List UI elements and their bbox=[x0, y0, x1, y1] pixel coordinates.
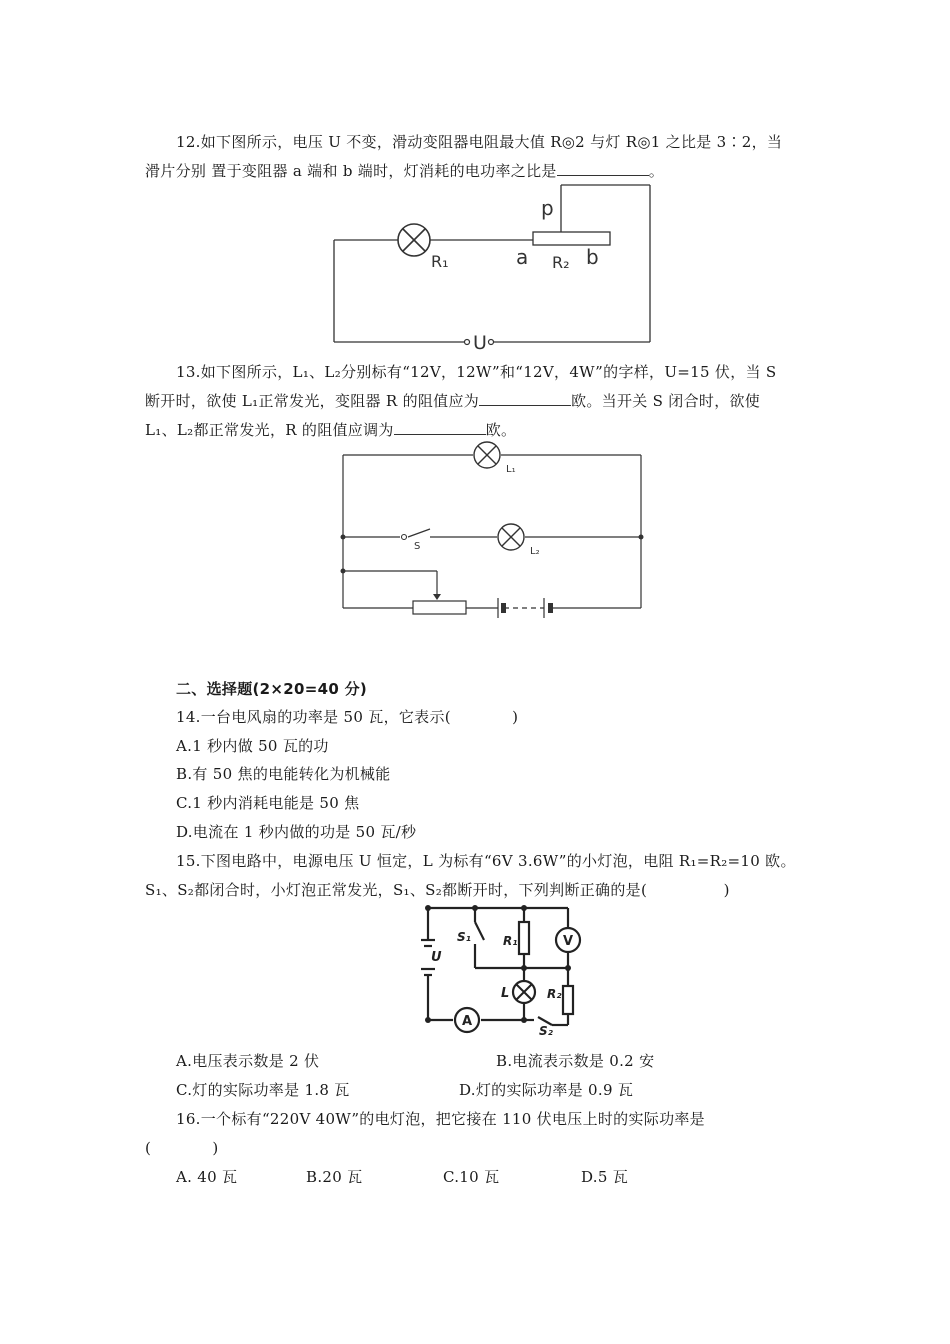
q13-line-2-text: 断开时，欲使 L₁正常发光，变阻器 R 的阻值应为 bbox=[145, 392, 480, 410]
lamp-label-r1: R₁ bbox=[431, 252, 449, 271]
q13-line-2-end: 欧。当开关 S 闭合时，欲使 bbox=[571, 392, 761, 410]
lamp-icon bbox=[498, 524, 524, 550]
lamp-icon bbox=[398, 224, 430, 256]
q16-option-c: C.10 瓦 bbox=[443, 1168, 500, 1186]
q14-stem: 14.一台电风扇的功率是 50 瓦，它表示( ) bbox=[176, 708, 519, 726]
q12-line-2-text: 滑片分别 置于变阻器 a 端和 b 端时，灯消耗的电功率之比是 bbox=[145, 162, 557, 180]
q16-option-b: B.20 瓦 bbox=[306, 1168, 363, 1186]
q14-option-a: A.1 秒内做 50 瓦的功 bbox=[176, 737, 329, 755]
junction-dot bbox=[565, 965, 571, 971]
voltmeter-label: V bbox=[562, 934, 574, 949]
junction-dot bbox=[521, 1017, 527, 1023]
slider-label-p: p bbox=[541, 196, 554, 220]
q15-option-b: B.电流表示数是 0.2 安 bbox=[496, 1052, 655, 1070]
junction-dot bbox=[639, 535, 644, 540]
q16-option-d: D.5 瓦 bbox=[581, 1168, 629, 1186]
junction-dot bbox=[521, 965, 527, 971]
junction-dot bbox=[472, 905, 478, 911]
end-label-a: a bbox=[516, 245, 529, 269]
resistor-label-r2: R₂ bbox=[547, 987, 562, 1001]
q15-option-c: C.灯的实际功率是 1.8 瓦 bbox=[176, 1081, 350, 1099]
switch-label-s2: S₂ bbox=[539, 1024, 553, 1038]
q13-line-1: 13.如下图所示，L₁、L₂分别标有“12V，12W”和“12V，4W”的字样，U=15 伏，当 S bbox=[176, 363, 777, 381]
switch-label-s: S bbox=[414, 541, 421, 552]
q13-line-3-end: 欧。 bbox=[485, 421, 517, 439]
q15-option-d: D.灯的实际功率是 0.9 瓦 bbox=[459, 1081, 634, 1099]
q12-answer-blank bbox=[557, 161, 649, 176]
lamp-label-l: L bbox=[501, 986, 510, 1001]
resistor-label-r1: R₁ bbox=[503, 934, 518, 948]
q12-line-2-end: 。 bbox=[648, 162, 664, 180]
q14-option-b: B.有 50 焦的电能转化为机械能 bbox=[176, 765, 391, 783]
lamp-icon bbox=[513, 981, 535, 1003]
q14-option-c: C.1 秒内消耗电能是 50 焦 bbox=[176, 794, 360, 812]
junction-dot bbox=[341, 569, 346, 574]
junction-dot bbox=[425, 905, 431, 911]
q15-line-1: 15.下图电路中，电源电压 U 恒定，L 为标有“6V 3.6W”的小灯泡，电阻 R₁=R₂=10 欧。 bbox=[176, 852, 796, 870]
terminal-icon bbox=[465, 340, 470, 345]
q16-line-1: 16.一个标有“220V 40W”的电灯泡，把它接在 110 伏电压上时的实际功率是 bbox=[176, 1110, 705, 1128]
junction-dot bbox=[425, 1017, 431, 1023]
q14-option-d: D.电流在 1 秒内做的功是 50 瓦/秒 bbox=[176, 823, 417, 841]
rheostat-label-r2: R₂ bbox=[552, 253, 570, 272]
q12-line-1: 12.如下图所示，电压 U 不变，滑动变阻器电阻最大值 R◎2 与灯 R◎1 之比是 3∶2，当 bbox=[176, 133, 783, 151]
q13-line-3 bbox=[145, 420, 516, 440]
q12-line-2 bbox=[145, 161, 664, 181]
q15-option-a: A.电压表示数是 2 伏 bbox=[176, 1052, 320, 1070]
junction-dot bbox=[341, 535, 346, 540]
ammeter-label: A bbox=[461, 1014, 473, 1029]
q13-answer-blank-1 bbox=[479, 391, 571, 406]
section-heading: 二、选择题(2×20=40 分) bbox=[176, 680, 368, 698]
terminal-icon bbox=[489, 340, 494, 345]
q13-line-3-text: L₁、L₂都正常发光，R 的阻值应调为 bbox=[145, 421, 394, 439]
switch-label-s1: S₁ bbox=[457, 930, 471, 944]
lamp-label-l1: L₁ bbox=[506, 464, 516, 475]
voltmeter-icon bbox=[556, 928, 580, 952]
source-label-u: U bbox=[431, 950, 442, 965]
switch-contact bbox=[402, 535, 407, 540]
q15-line-2: S₁、S₂都闭合时，小灯泡正常发光，S₁、S₂都断开时，下列判断正确的是( ) bbox=[145, 881, 730, 899]
q16-line-2: ( ) bbox=[145, 1139, 219, 1157]
end-label-b: b bbox=[586, 245, 599, 269]
junction-dot bbox=[521, 905, 527, 911]
q13-answer-blank-2 bbox=[394, 420, 486, 435]
ammeter-icon bbox=[455, 1008, 479, 1032]
q15-circuit-diagram bbox=[418, 900, 588, 1038]
lamp-label-l2: L₂ bbox=[530, 546, 540, 557]
q13-line-2 bbox=[145, 391, 760, 411]
q13-circuit-diagram bbox=[338, 440, 648, 620]
q16-option-a: A. 40 瓦 bbox=[176, 1168, 238, 1186]
voltage-label-u: U bbox=[473, 332, 487, 350]
q12-circuit-diagram bbox=[330, 180, 660, 350]
lamp-icon bbox=[474, 442, 500, 468]
